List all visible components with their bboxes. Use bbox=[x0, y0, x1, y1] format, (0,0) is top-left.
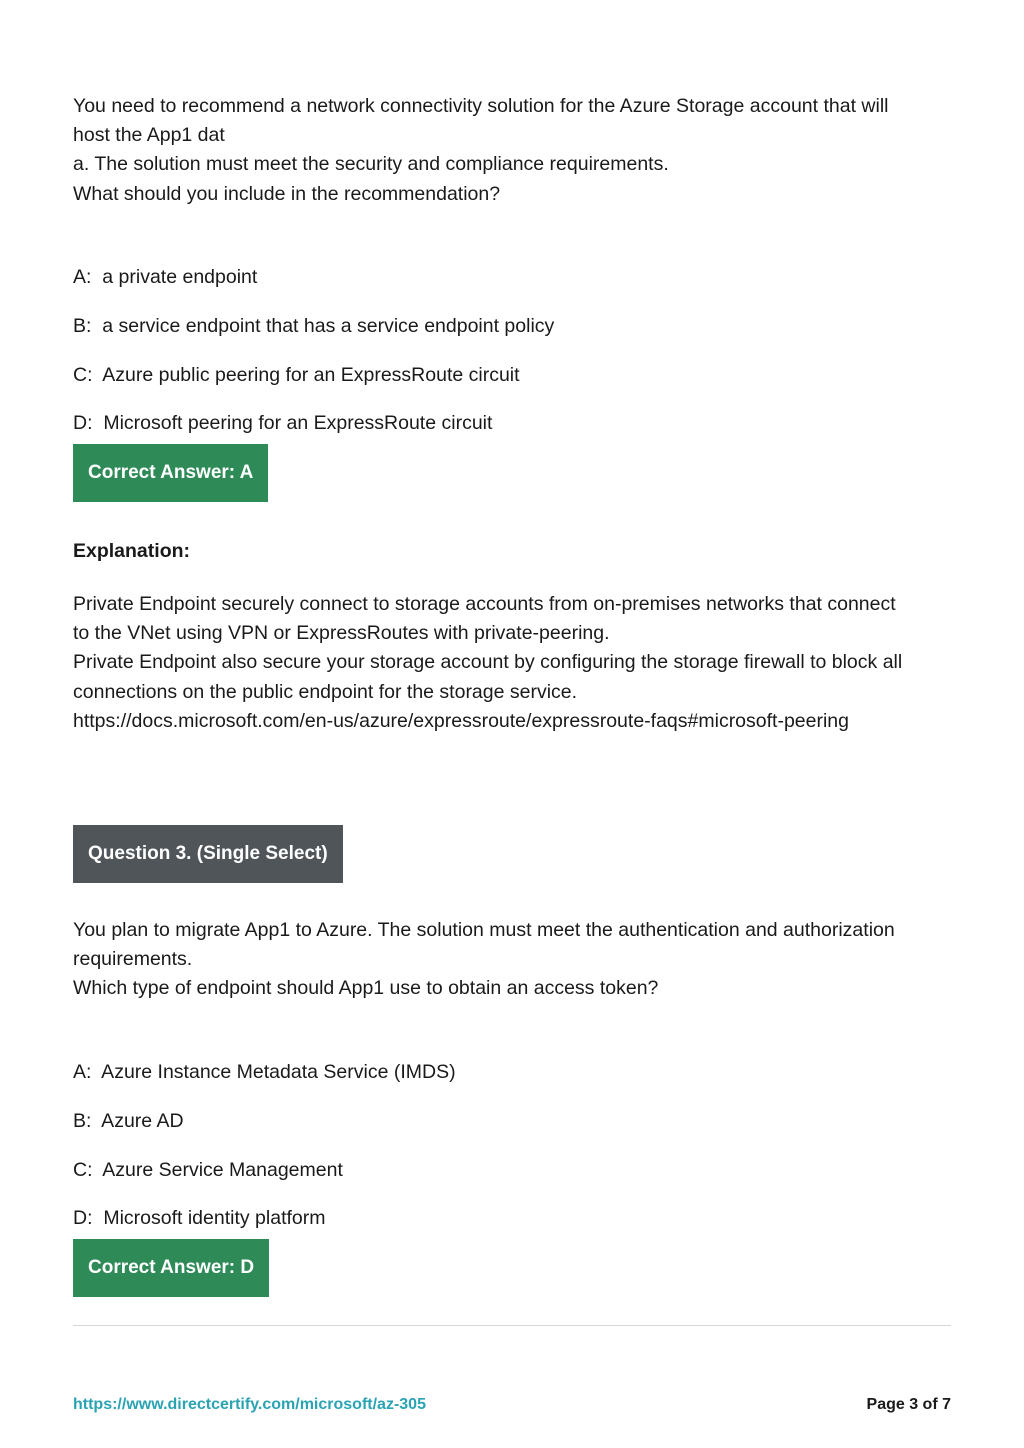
footer-divider bbox=[73, 1325, 951, 1326]
explanation-heading: Explanation: bbox=[73, 540, 191, 562]
option-b: B: a service endpoint that has a service endpoint policy bbox=[73, 315, 555, 337]
option-d: D: Microsoft identity platform bbox=[73, 1207, 326, 1229]
correct-answer-badge bbox=[73, 444, 268, 502]
question-header-badge bbox=[73, 825, 343, 883]
correct-answer-label: Correct Answer: D bbox=[88, 1257, 255, 1278]
correct-answer-badge bbox=[73, 1239, 269, 1297]
question-text: You need to recommend a network connectivity solution for the Azure Storage account that will host the App1 dat a. The solution must meet the security and compliance requirements. What should you include in the recommendation? bbox=[73, 95, 889, 205]
option-b: B: Azure AD bbox=[73, 1110, 184, 1132]
option-a: A: Azure Instance Metadata Service (IMDS) bbox=[73, 1061, 456, 1083]
explanation-text: Private Endpoint securely connect to storage accounts from on-premises networks that connect to the VNet using VPN or ExpressRoutes with private-peering. Private Endpoint also secure your storage account by configuring the storage firewall to block all connections on the public endpoint for the storage service. https://docs.microsoft.com/en-us/azure/expressroute/expressroute-faqs#microsoft-peering bbox=[73, 593, 903, 732]
option-a: A: a private endpoint bbox=[73, 266, 258, 288]
footer-link[interactable]: https://www.directcertify.com/microsoft/az-305 bbox=[73, 1396, 426, 1413]
page bbox=[73, 0, 951, 1448]
correct-answer-label: Correct Answer: A bbox=[88, 462, 254, 483]
option-c: C: Azure Service Management bbox=[73, 1159, 343, 1181]
option-d: D: Microsoft peering for an ExpressRoute circuit bbox=[73, 412, 493, 434]
page-number: Page 3 of 7 bbox=[866, 1396, 951, 1413]
question-header-label: Question 3. (Single Select) bbox=[88, 843, 328, 864]
option-c: C: Azure public peering for an ExpressRoute circuit bbox=[73, 364, 520, 386]
question-text: You plan to migrate App1 to Azure. The solution must meet the authentication and authorization requirements. Which type of endpoint should App1 use to obtain an access token? bbox=[73, 919, 895, 1000]
